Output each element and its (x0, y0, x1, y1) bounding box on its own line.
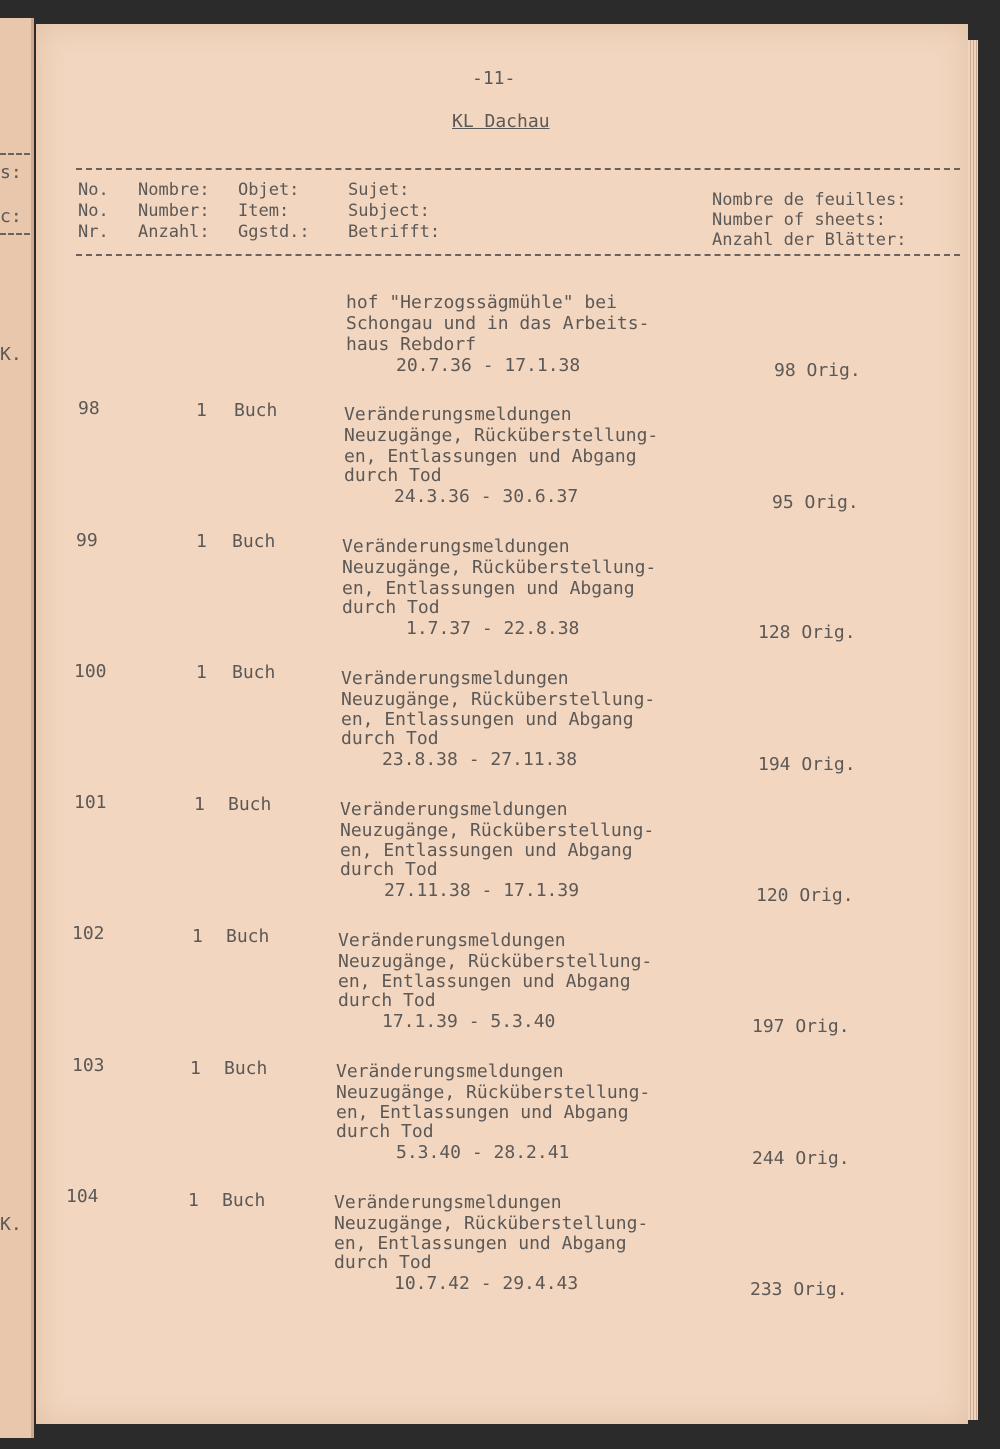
entry-count: 1 (196, 531, 207, 552)
entry-subject-line: durch Tod (340, 859, 438, 880)
entry-number: 102 (72, 923, 105, 944)
entry-dates: 20.7.36 - 17.1.38 (396, 355, 581, 376)
entry-number: 103 (72, 1055, 105, 1076)
entry-sheets: 120 Orig. (756, 885, 854, 906)
page-number: -11- (472, 68, 516, 89)
entry-count: 1 (194, 794, 205, 815)
entry-count: 1 (188, 1190, 199, 1211)
entry-subject-line: Veränderungsmeldungen (342, 536, 570, 557)
entry-subject-line: Neuzugänge, Rücküberstellung- (344, 425, 659, 446)
entry-subject-line: Veränderungsmeldungen (338, 930, 566, 951)
entry-dates: 1.7.37 - 22.8.38 (406, 618, 580, 639)
entry-subject-line: Neuzugänge, Rücküberstellung- (338, 951, 653, 972)
entry-subject-line: en, Entlassungen und Abgang (336, 1102, 629, 1123)
entry-sheets: 128 Orig. (758, 622, 856, 643)
entry-sheets: 233 Orig. (750, 1279, 848, 1300)
entry-subject-line: durch Tod (342, 597, 440, 618)
entry-number: 104 (66, 1186, 99, 1207)
page-title: KL Dachau (452, 111, 550, 132)
entry-number: 101 (74, 792, 107, 813)
entry-count: 1 (196, 662, 207, 683)
entry-sheets: 244 Orig. (752, 1148, 850, 1169)
entry-subject-line: Veränderungsmeldungen (341, 668, 569, 689)
entry-dates: 27.11.38 - 17.1.39 (384, 880, 580, 901)
entry-subject-line: en, Entlassungen und Abgang (338, 971, 631, 992)
entry-subject-line: hof "Herzogssägmühle" bei (346, 292, 617, 313)
entry-sheets: 194 Orig. (758, 754, 856, 775)
entry-subject-line: Neuzugänge, Rücküberstellung- (341, 689, 656, 710)
entry-item: Buch (232, 531, 276, 552)
entry-count: 1 (192, 926, 203, 947)
entry-subject-line: Neuzugänge, Rücküberstellung- (340, 820, 655, 841)
margin-fragment: s: (0, 162, 22, 183)
entry-count: 1 (190, 1058, 201, 1079)
header-rule-top (76, 168, 960, 170)
entry-dates: 5.3.40 - 28.2.41 (396, 1142, 570, 1163)
entry-subject-line: durch Tod (344, 465, 442, 486)
entry-subject-line: Veränderungsmeldungen (340, 799, 568, 820)
entry-subject-line: Neuzugänge, Rücküberstellung- (334, 1213, 649, 1234)
entry-subject-line: en, Entlassungen und Abgang (344, 446, 637, 467)
page-stack-edge (968, 40, 978, 1420)
entry-subject-line: durch Tod (336, 1121, 434, 1142)
entry-dates: 17.1.39 - 5.3.40 (382, 1011, 556, 1032)
entry-subject-line: haus Rebdorf (346, 334, 477, 355)
entry-subject-line: en, Entlassungen und Abgang (334, 1233, 627, 1254)
entry-subject-line: Neuzugänge, Rücküberstellung- (336, 1082, 651, 1103)
entry-item: Buch (234, 400, 278, 421)
entry-subject-line: en, Entlassungen und Abgang (342, 578, 635, 599)
margin-fragment: K. (0, 344, 22, 365)
header-rule-bottom (76, 254, 960, 256)
margin-fragment: K. (0, 1214, 22, 1235)
entry-dates: 23.8.38 - 27.11.38 (382, 749, 578, 770)
entry-sheets: 98 Orig. (774, 360, 861, 381)
entry-dates: 24.3.36 - 30.6.37 (394, 486, 579, 507)
entry-subject-line: Neuzugänge, Rücküberstellung- (342, 557, 657, 578)
entry-subject-line: en, Entlassungen und Abgang (340, 840, 633, 861)
entry-subject-line: Veränderungsmeldungen (344, 404, 572, 425)
entry-number: 100 (74, 661, 107, 682)
entry-item: Buch (228, 794, 272, 815)
entry-subject-line: durch Tod (338, 990, 436, 1011)
entry-subject-line: Veränderungsmeldungen (336, 1061, 564, 1082)
entry-subject-line: en, Entlassungen und Abgang (341, 709, 634, 730)
entry-item: Buch (222, 1190, 266, 1211)
entry-item: Buch (224, 1058, 268, 1079)
entry-item: Buch (232, 662, 276, 683)
entry-number: 99 (76, 530, 98, 551)
entry-subject-line: durch Tod (341, 728, 439, 749)
entry-number: 98 (78, 398, 100, 419)
entry-item: Buch (226, 926, 270, 947)
entry-sheets: 95 Orig. (772, 492, 859, 513)
entry-subject-line: Veränderungsmeldungen (334, 1192, 562, 1213)
entry-count: 1 (196, 400, 207, 421)
margin-fragment: c: (0, 206, 22, 227)
entry-subject-line: Schongau und in das Arbeits- (346, 313, 650, 334)
entry-sheets: 197 Orig. (752, 1016, 850, 1037)
entry-subject-line: durch Tod (334, 1252, 432, 1273)
entry-dates: 10.7.42 - 29.4.43 (394, 1273, 579, 1294)
